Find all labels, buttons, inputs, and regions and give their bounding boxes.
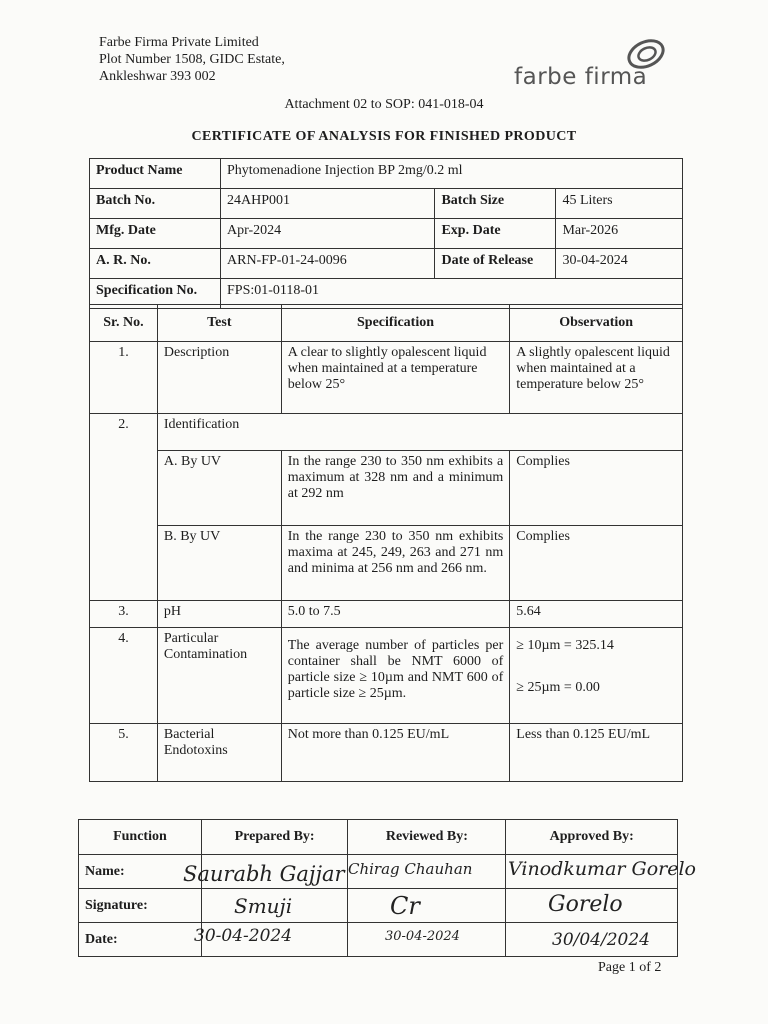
header-sr-no: Sr. No. — [90, 305, 158, 342]
table-row — [90, 249, 683, 279]
reviewed-date-handwriting: 30-04-2024 — [385, 929, 460, 944]
table-row — [90, 628, 683, 724]
header-approved-by: Approved By: — [506, 820, 678, 855]
header-prepared-by: Prepared By: — [201, 820, 347, 855]
date-label: Date: — [79, 923, 202, 957]
spec-cell: A clear to slightly opalescent liquid when maintained at a temperature below 25° — [281, 342, 510, 414]
header-test: Test — [157, 305, 281, 342]
test-results-table — [89, 304, 683, 782]
prepared-date-handwriting: 30-04-2024 — [194, 926, 293, 946]
header-reviewed-by: Reviewed By: — [348, 820, 506, 855]
sr-cell: 2. — [90, 414, 158, 601]
prepared-signature: Smuji — [234, 894, 293, 918]
reviewed-signature-cell — [348, 889, 506, 923]
obs-cell: Less than 0.125 EU/mL — [510, 724, 683, 782]
obs-cell — [510, 628, 683, 724]
obs-line: ≥ 25µm = 0.00 — [516, 680, 600, 695]
test-cell: B. By UV — [157, 526, 281, 601]
test-cell: Identification — [157, 414, 682, 451]
spec-cell: 5.0 to 7.5 — [281, 601, 510, 628]
spec-cell: In the range 230 to 350 nm exhibits a maximum at 328 nm and a minimum at 292 nm — [281, 451, 510, 526]
table-row — [90, 219, 683, 249]
logo-text: farbe firma — [514, 64, 648, 90]
spec-no-value: FPS:01-0118-01 — [221, 279, 683, 309]
header-function: Function — [79, 820, 202, 855]
page-number: Page 1 of 2 — [598, 960, 662, 975]
batch-size-value: 45 Liters — [556, 189, 683, 219]
table-row — [90, 342, 683, 414]
exp-date-value: Mar-2026 — [556, 219, 683, 249]
spec-cell: Not more than 0.125 EU/mL — [281, 724, 510, 782]
company-address — [99, 34, 285, 85]
mfg-date-value: Apr-2024 — [221, 219, 435, 249]
table-row — [90, 451, 683, 526]
mfg-date-label: Mfg. Date — [90, 219, 221, 249]
release-date-label: Date of Release — [435, 249, 556, 279]
signature-label: Signature: — [79, 889, 202, 923]
approved-signature: Gorelo — [548, 892, 623, 917]
address-line-2: Ankleshwar 393 002 — [99, 69, 216, 84]
product-info-table — [89, 158, 683, 309]
obs-cell: Complies — [510, 451, 683, 526]
sr-cell: 5. — [90, 724, 158, 782]
table-row — [90, 724, 683, 782]
approved-name-handwriting: Vinodkumar Gorelo — [508, 858, 696, 880]
sr-cell: 4. — [90, 628, 158, 724]
company-logo — [514, 38, 664, 96]
table-row — [90, 159, 683, 189]
exp-date-label: Exp. Date — [435, 219, 556, 249]
document-title: CERTIFICATE OF ANALYSIS FOR FINISHED PRODUCT — [191, 129, 577, 144]
spec-cell: In the range 230 to 350 nm exhibits maxima at 245, 249, 263 and 271 nm and minima at 256 nm and 266 nm. — [281, 526, 510, 601]
table-row — [90, 189, 683, 219]
test-cell: Description — [157, 342, 281, 414]
batch-size-label: Batch Size — [435, 189, 556, 219]
table-row — [90, 526, 683, 601]
company-name: Farbe Firma Private Limited — [99, 35, 259, 50]
attachment-reference: Attachment 02 to SOP: 041-018-04 — [284, 97, 484, 112]
product-name-label: Product Name — [90, 159, 221, 189]
spec-no-label: Specification No. — [90, 279, 221, 309]
approved-date-handwriting: 30/04/2024 — [552, 930, 650, 950]
test-cell: pH — [157, 601, 281, 628]
obs-cell: 5.64 — [510, 601, 683, 628]
table-row — [90, 601, 683, 628]
header-observation: Observation — [510, 305, 683, 342]
sr-cell: 3. — [90, 601, 158, 628]
test-cell: Particular Contamination — [157, 628, 281, 724]
reviewed-signature: Cr — [390, 892, 420, 920]
header-specification: Specification — [281, 305, 510, 342]
test-cell: Bacterial Endotoxins — [157, 724, 281, 782]
batch-no-value: 24AHP001 — [221, 189, 435, 219]
spec-cell: The average number of particles per container shall be NMT 6000 of particle size ≥ 10µm and NMT 600 of particle size ≥ 25µm. — [281, 628, 510, 724]
reviewed-name-handwriting: Chirag Chauhan — [348, 860, 473, 878]
test-cell: A. By UV — [157, 451, 281, 526]
ar-no-value: ARN-FP-01-24-0096 — [221, 249, 435, 279]
table-header-row — [79, 820, 678, 855]
product-name-value: Phytomenadione Injection BP 2mg/0.2 ml — [221, 159, 683, 189]
prepared-name-handwriting: Saurabh Gajjar — [183, 862, 345, 886]
obs-cell: A slightly opalescent liquid when maintained at a temperature below 25° — [510, 342, 683, 414]
batch-no-label: Batch No. — [90, 189, 221, 219]
release-date-value: 30-04-2024 — [556, 249, 683, 279]
obs-line: ≥ 10µm = 325.14 — [516, 638, 614, 653]
sr-cell: 1. — [90, 342, 158, 414]
address-line-1: Plot Number 1508, GIDC Estate, — [99, 52, 285, 67]
name-label: Name: — [79, 855, 202, 889]
ar-no-label: A. R. No. — [90, 249, 221, 279]
table-row — [90, 414, 683, 451]
obs-cell: Complies — [510, 526, 683, 601]
table-header-row — [90, 305, 683, 342]
logo-swirl-icon — [624, 38, 666, 72]
